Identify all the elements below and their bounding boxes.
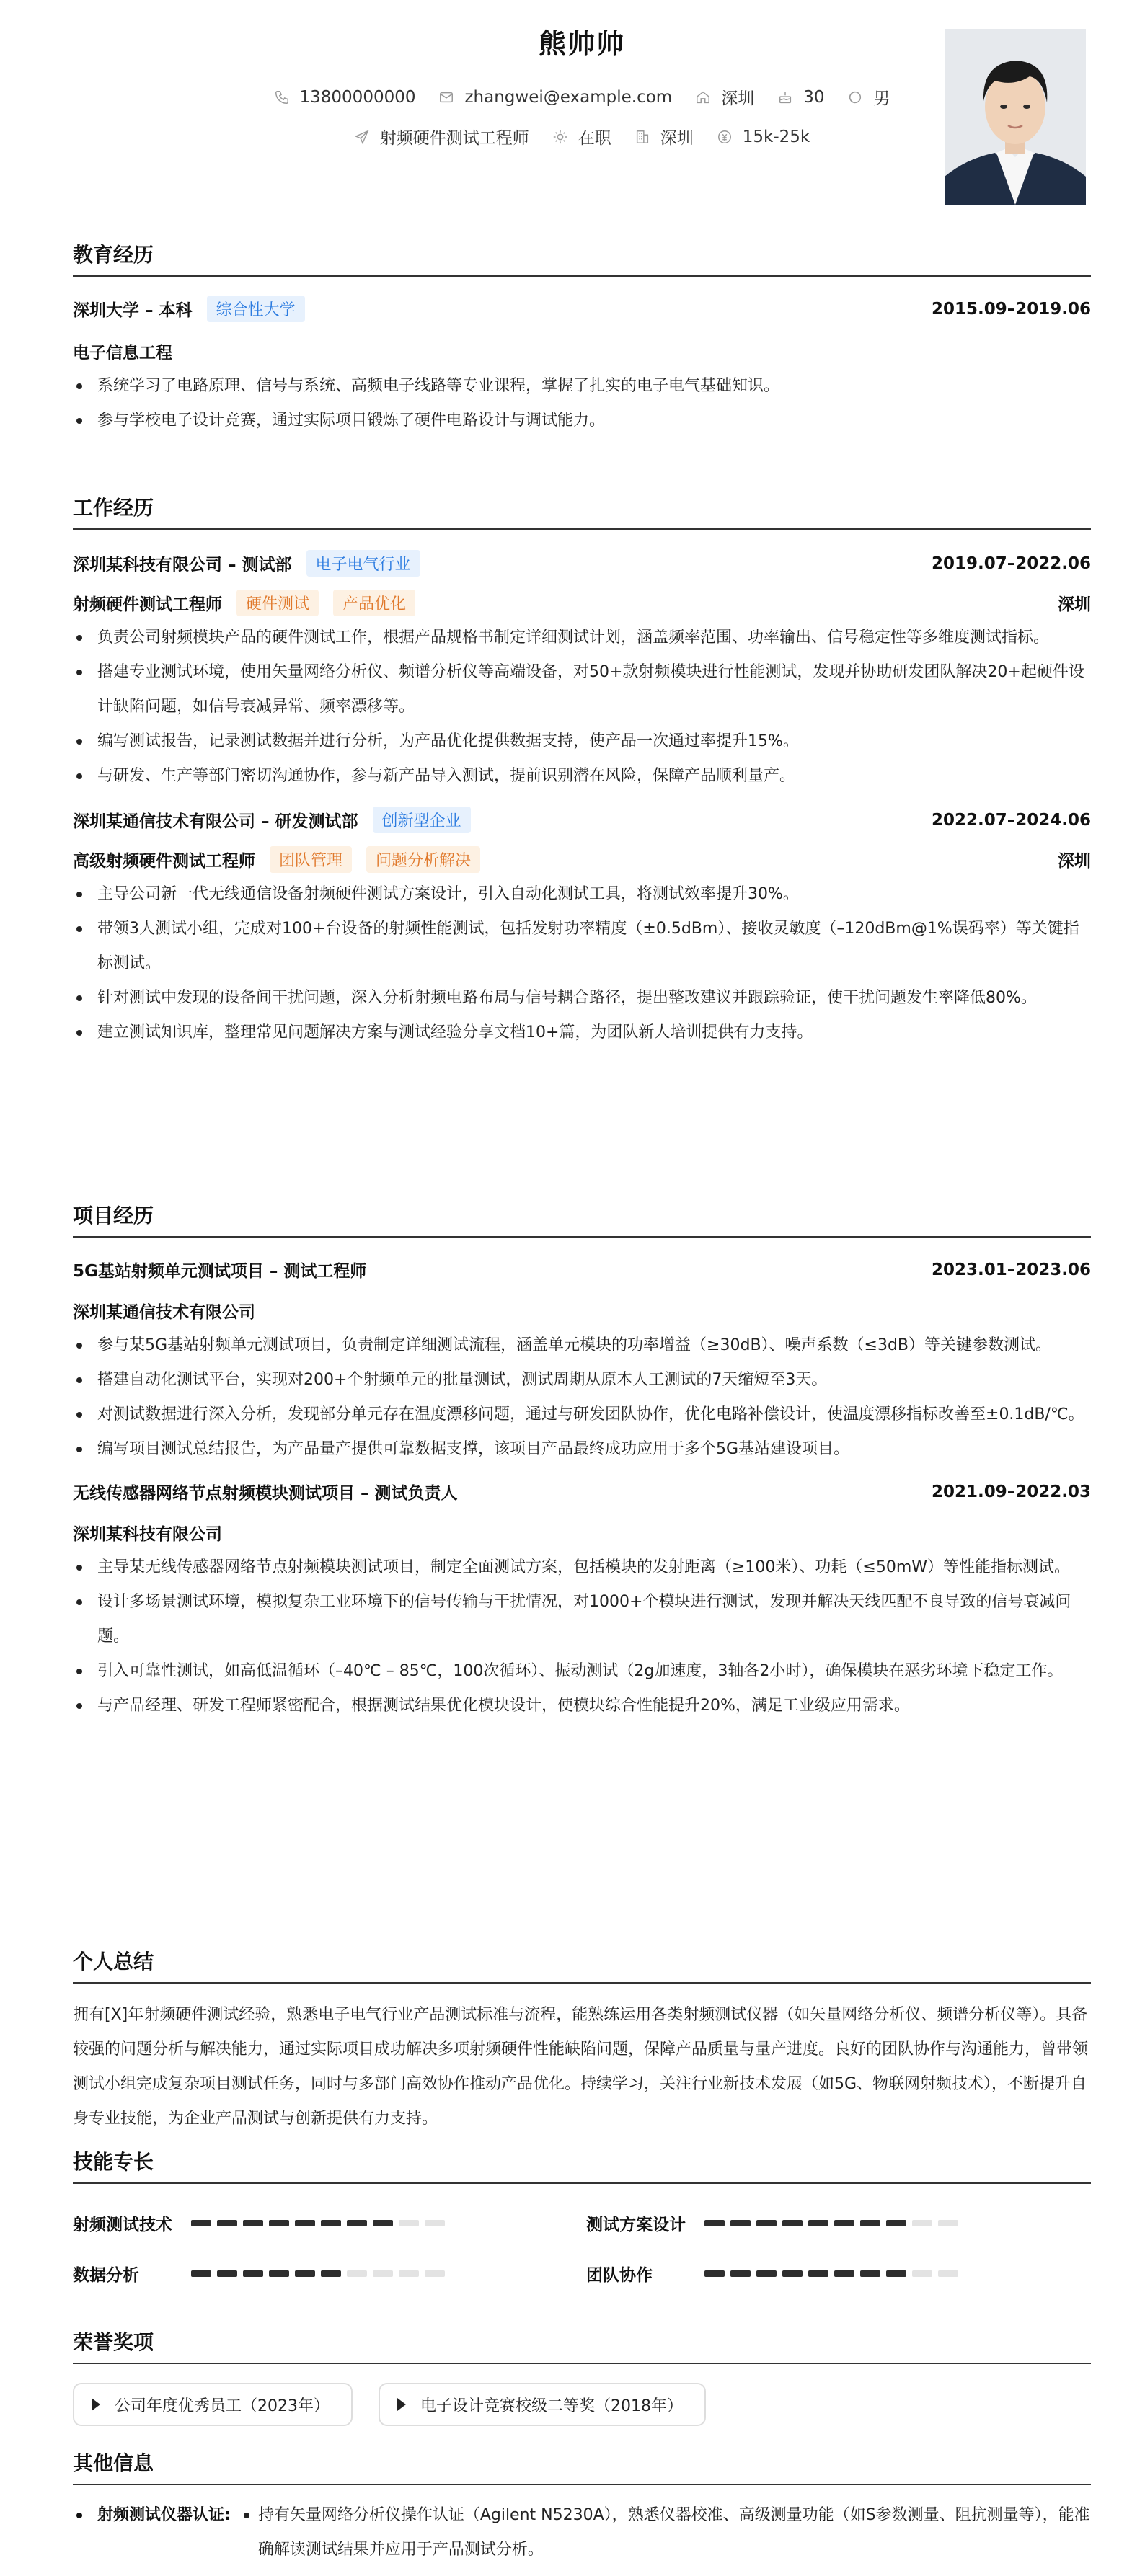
- work-section: [73, 492, 1091, 1050]
- certification-text-content: 持有矢量网络分析仪操作认证（Agilent N5230A），熟悉仪器校准、高级测量功能（如S参数测量、阻抗测量等），能准确解读测试结果并应用于产品测试分析。: [257, 2506, 1090, 2559]
- skill-level-bar: [191, 2270, 451, 2277]
- salary-item: [717, 128, 810, 146]
- bullet-dot: [76, 2513, 82, 2518]
- skill-segment-filled: [191, 2220, 211, 2226]
- list-item: 搭建自动化测试平台，实现对200+个射频单元的批量测试，测试周期从原本人工测试的7天缩短至3天。: [73, 1363, 1091, 1398]
- skill-segment-filled: [347, 2220, 367, 2226]
- play-triangle-icon: [397, 2398, 406, 2411]
- school-name: 深圳大学 – 本科: [73, 301, 193, 320]
- gender-item: [847, 85, 890, 109]
- project-bullets: [73, 1550, 1091, 1723]
- list-item: 主导公司新一代无线通信设备射频硬件测试方案设计，引入自动化测试工具，将测试效率提升30%。: [73, 877, 1091, 912]
- skill-segment-filled: [217, 2270, 237, 2277]
- job-city: 深圳: [1058, 852, 1091, 871]
- skill-segment-filled: [191, 2270, 211, 2277]
- skill-segment-filled: [243, 2270, 263, 2277]
- work-city-text: 深圳: [660, 129, 694, 148]
- skills-title: 技能专长: [73, 2146, 1091, 2184]
- company-tag: 电子电气行业: [306, 550, 420, 577]
- skill-name: 射频测试技术: [73, 2216, 172, 2234]
- skill-segment-filled: [834, 2270, 854, 2277]
- education-entry-head: [73, 296, 1091, 322]
- cake-icon: [777, 89, 793, 105]
- list-item: 带领3人测试小组，完成对100+台设备的射频性能测试，包括发射功率精度（±0.5dBm）、接收灵敏度（–120dBm@1%误码率）等关键指标测试。: [73, 912, 1091, 981]
- skill-segment-filled: [782, 2270, 803, 2277]
- company-name: 深圳某通信技术有限公司 – 研发测试部: [73, 812, 358, 831]
- project-bullets: [73, 1328, 1091, 1467]
- education-title: 教育经历: [73, 239, 1091, 277]
- award-item: [379, 2383, 706, 2426]
- skill-segment-empty: [938, 2220, 958, 2226]
- skill-item: [73, 2262, 451, 2286]
- job-period: 2019.07–2022.06: [931, 554, 1091, 573]
- status-text: 在职: [578, 129, 611, 148]
- gender-icon: [847, 89, 863, 105]
- skill-segment-empty: [347, 2270, 367, 2277]
- contact-row: [73, 85, 1091, 109]
- other-title: 其他信息: [73, 2448, 1091, 2485]
- position-text: 射频硬件测试工程师: [379, 129, 529, 148]
- email-text: zhangwei@example.com: [464, 87, 673, 107]
- skill-segment-filled: [269, 2270, 289, 2277]
- certification-text: [231, 2498, 1091, 2567]
- skill-name: 团队协作: [586, 2266, 653, 2285]
- position-item: [354, 125, 529, 148]
- skill-name: 测试方案设计: [586, 2216, 686, 2234]
- project-company: 深圳某科技有限公司: [73, 1525, 222, 1544]
- home-icon: [695, 89, 711, 105]
- skill-segment-filled: [373, 2220, 393, 2226]
- job-role-row: [73, 846, 1091, 873]
- skill-segment-empty: [399, 2270, 419, 2277]
- skill-segment-filled: [730, 2220, 751, 2226]
- summary-title: 个人总结: [73, 1946, 1091, 1984]
- project-company: 深圳某通信技术有限公司: [73, 1303, 255, 1322]
- skill-segment-filled: [243, 2220, 263, 2226]
- skill-item: [73, 2211, 451, 2235]
- skill-segment-empty: [373, 2270, 393, 2277]
- age-text: 30: [803, 87, 825, 107]
- skill-segment-empty: [425, 2220, 445, 2226]
- send-icon: [354, 129, 370, 145]
- list-item: 建立测试知识库，整理常见问题解决方案与测试经验分享文档10+篇，为团队新人培训提供有力支持。: [73, 1016, 1091, 1050]
- skill-level-bar: [704, 2220, 964, 2226]
- certification-item: [73, 2498, 1091, 2567]
- awards-section: [73, 2327, 1091, 2435]
- project-entry-head: [73, 1258, 1091, 1282]
- job-entry-head: [73, 550, 1091, 577]
- skill-level-bar: [704, 2270, 964, 2277]
- project-period: 2021.09–2022.03: [931, 1482, 1091, 1501]
- skill-segment-empty: [425, 2270, 445, 2277]
- list-item: 针对测试中发现的设备间干扰问题，深入分析射频电路布局与信号耦合路径，提出整改建议并跟踪验证，使干扰问题发生率降低80%。: [73, 981, 1091, 1016]
- skill-segment-filled: [860, 2270, 880, 2277]
- other-section: [73, 2448, 1091, 2567]
- skills-section: [73, 2146, 1091, 2319]
- skill-segment-filled: [295, 2270, 315, 2277]
- skill-segment-filled: [217, 2220, 237, 2226]
- status-icon: [552, 129, 568, 145]
- skill-segment-filled: [860, 2220, 880, 2226]
- list-item: 对测试数据进行深入分析，发现部分单元存在温度漂移问题，通过与研发团队协作，优化电路补偿设计，使温度漂移指标改善至±0.1dB/℃。: [73, 1398, 1091, 1432]
- company-tag: 创新型企业: [373, 807, 471, 833]
- phone-item: [274, 88, 416, 107]
- money-icon: [717, 129, 733, 145]
- certification-label: [73, 2498, 231, 2567]
- education-bullets: [73, 369, 1091, 438]
- skill-segment-empty: [938, 2270, 958, 2277]
- job-period: 2022.07–2024.06: [931, 810, 1091, 830]
- projects-title: 项目经历: [73, 1200, 1091, 1238]
- role-tag: 产品优化: [333, 590, 415, 616]
- school-tag: 综合性大学: [207, 296, 305, 322]
- building-icon: [635, 129, 650, 145]
- job-role: 高级射频硬件测试工程师: [73, 852, 255, 871]
- project-period: 2023.01–2023.06: [931, 1260, 1091, 1279]
- award-text: 电子设计竞赛校级二等奖（2018年）: [420, 2397, 683, 2415]
- skill-segment-filled: [886, 2220, 906, 2226]
- work-city-item: [635, 125, 694, 148]
- skill-segment-filled: [756, 2220, 777, 2226]
- awards-title: 荣誉奖项: [73, 2327, 1091, 2364]
- gender-text: 男: [873, 89, 890, 108]
- skill-segment-filled: [756, 2270, 777, 2277]
- age-item: [777, 88, 824, 107]
- skill-item: [586, 2211, 964, 2235]
- list-item: 负责公司射频模块产品的硬件测试工作，根据产品规格书制定详细测试计划，涵盖频率范围、功率输出、信号稳定性等多维度测试指标。: [73, 621, 1091, 655]
- phone-icon: [274, 89, 290, 105]
- skill-segment-filled: [834, 2220, 854, 2226]
- candidate-name: 熊帅帅: [538, 28, 625, 60]
- education-section: [73, 239, 1091, 438]
- summary-section: [73, 1946, 1091, 2136]
- job-bullets: [73, 877, 1091, 1050]
- skill-segment-filled: [295, 2220, 315, 2226]
- skill-segment-filled: [730, 2270, 751, 2277]
- profile-photo: [945, 29, 1086, 205]
- play-triangle-icon: [92, 2398, 100, 2411]
- list-item: 引入可靠性测试，如高低温循环（–40℃ – 85℃，100次循环）、振动测试（2g加速度，3轴各2小时），确保模块在恶劣环境下稳定工作。: [73, 1654, 1091, 1689]
- status-item: [552, 125, 611, 148]
- skill-segment-filled: [782, 2220, 803, 2226]
- skill-segment-filled: [808, 2270, 828, 2277]
- skill-segment-filled: [321, 2270, 341, 2277]
- work-title: 工作经历: [73, 492, 1091, 530]
- skill-segment-filled: [321, 2220, 341, 2226]
- summary-text: 拥有[X]年射频硬件测试经验，熟悉电子电气行业产品测试标准与流程，能熟练运用各类射频测试仪器（如矢量网络分析仪、频谱分析仪等）。具备较强的问题分析与解决能力，通过实际项目成功解决多项射频硬件性能缺陷问题，保障产品质量与量产进度。良好的团队协作与沟通能力，曾带领测试小组完成复杂项目测试任务，同时与多部门高效协作推动产品优化。持续学习，关注行业新技术发展（如5G、物联网射频技术），不断提升自身专业技能，为企业产品测试与创新提供有力支持。: [73, 2006, 1089, 2128]
- list-item: 与研发、生产等部门密切沟通协作，参与新产品导入测试，提前识别潜在风险，保障产品顺利量产。: [73, 759, 1091, 794]
- major-name: 电子信息工程: [73, 344, 172, 363]
- role-tag: 硬件测试: [236, 590, 319, 616]
- list-item: 编写项目测试总结报告，为产品量产提供可靠数据支撑，该项目产品最终成功应用于多个5G基站建设项目。: [73, 1432, 1091, 1467]
- list-item: 与产品经理、研发工程师紧密配合，根据测试结果优化模块设计，使模块综合性能提升20%，满足工业级应用需求。: [73, 1689, 1091, 1723]
- project-name: 无线传感器网络节点射频模块测试项目 – 测试负责人: [73, 1484, 458, 1503]
- project-entry-head: [73, 1480, 1091, 1504]
- list-item: 编写测试报告，记录测试数据并进行分析，为产品优化提供数据支持，使产品一次通过率提升15%。: [73, 724, 1091, 759]
- skill-segment-filled: [704, 2220, 725, 2226]
- skill-name: 数据分析: [73, 2266, 139, 2285]
- role-tag: 问题分析解决: [366, 846, 480, 873]
- role-tag: 团队管理: [270, 846, 352, 873]
- project-name: 5G基站射频单元测试项目 – 测试工程师: [73, 1262, 367, 1281]
- job-intent-row: [73, 125, 1091, 148]
- skill-item: [586, 2262, 964, 2286]
- skill-segment-empty: [912, 2220, 932, 2226]
- city-text: 深圳: [721, 89, 755, 108]
- email-item: [438, 88, 672, 107]
- bullet-dot: [244, 2513, 249, 2518]
- award-item: [73, 2383, 353, 2426]
- projects-section: [73, 1200, 1091, 1723]
- job-role-row: [73, 590, 1091, 616]
- skill-segment-filled: [886, 2270, 906, 2277]
- skill-level-bar: [191, 2220, 451, 2226]
- skill-segment-empty: [912, 2270, 932, 2277]
- company-name: 深圳某科技有限公司 – 测试部: [73, 556, 292, 574]
- certification-label-text: 射频测试仪器认证:: [97, 2506, 231, 2524]
- award-text: 公司年度优秀员工（2023年）: [115, 2397, 330, 2415]
- job-city: 深圳: [1058, 595, 1091, 614]
- job-bullets: [73, 621, 1091, 794]
- skill-segment-filled: [269, 2220, 289, 2226]
- city-item: [695, 85, 754, 109]
- list-item: 主导某无线传感器网络节点射频模块测试项目，制定全面测试方案，包括模块的发射距离（≥100米）、功耗（≤50mW）等性能指标测试。: [73, 1550, 1091, 1585]
- list-item: 参与某5G基站射频单元测试项目，负责制定详细测试流程，涵盖单元模块的功率增益（≥30dB）、噪声系数（≤3dB）等关键参数测试。: [73, 1328, 1091, 1363]
- job-entry-head: [73, 807, 1091, 833]
- phone-text: 13800000000: [299, 87, 416, 107]
- list-item: 搭建专业测试环境，使用矢量网络分析仪、频谱分析仪等高端设备，对50+款射频模块进行性能测试，发现并协助研发团队解决20+起硬件设计缺陷问题，如信号衰减异常、频率漂移等。: [73, 655, 1091, 724]
- list-item: 系统学习了电路原理、信号与系统、高频电子线路等专业课程，掌握了扎实的电子电气基础知识。: [73, 369, 1091, 404]
- list-item: 设计多场景测试环境，模拟复杂工业环境下的信号传输与干扰情况，对1000+个模块进行测试，发现并解决天线匹配不良导致的信号衰减问题。: [73, 1585, 1091, 1654]
- skill-segment-filled: [704, 2270, 725, 2277]
- mail-icon: [438, 89, 454, 105]
- education-period: 2015.09–2019.06: [931, 299, 1091, 319]
- list-item: 参与学校电子设计竞赛，通过实际项目锻炼了硬件电路设计与调试能力。: [73, 404, 1091, 438]
- salary-text: 15k-25k: [742, 127, 810, 146]
- job-role: 射频硬件测试工程师: [73, 595, 222, 614]
- skill-segment-filled: [808, 2220, 828, 2226]
- skill-segment-empty: [399, 2220, 419, 2226]
